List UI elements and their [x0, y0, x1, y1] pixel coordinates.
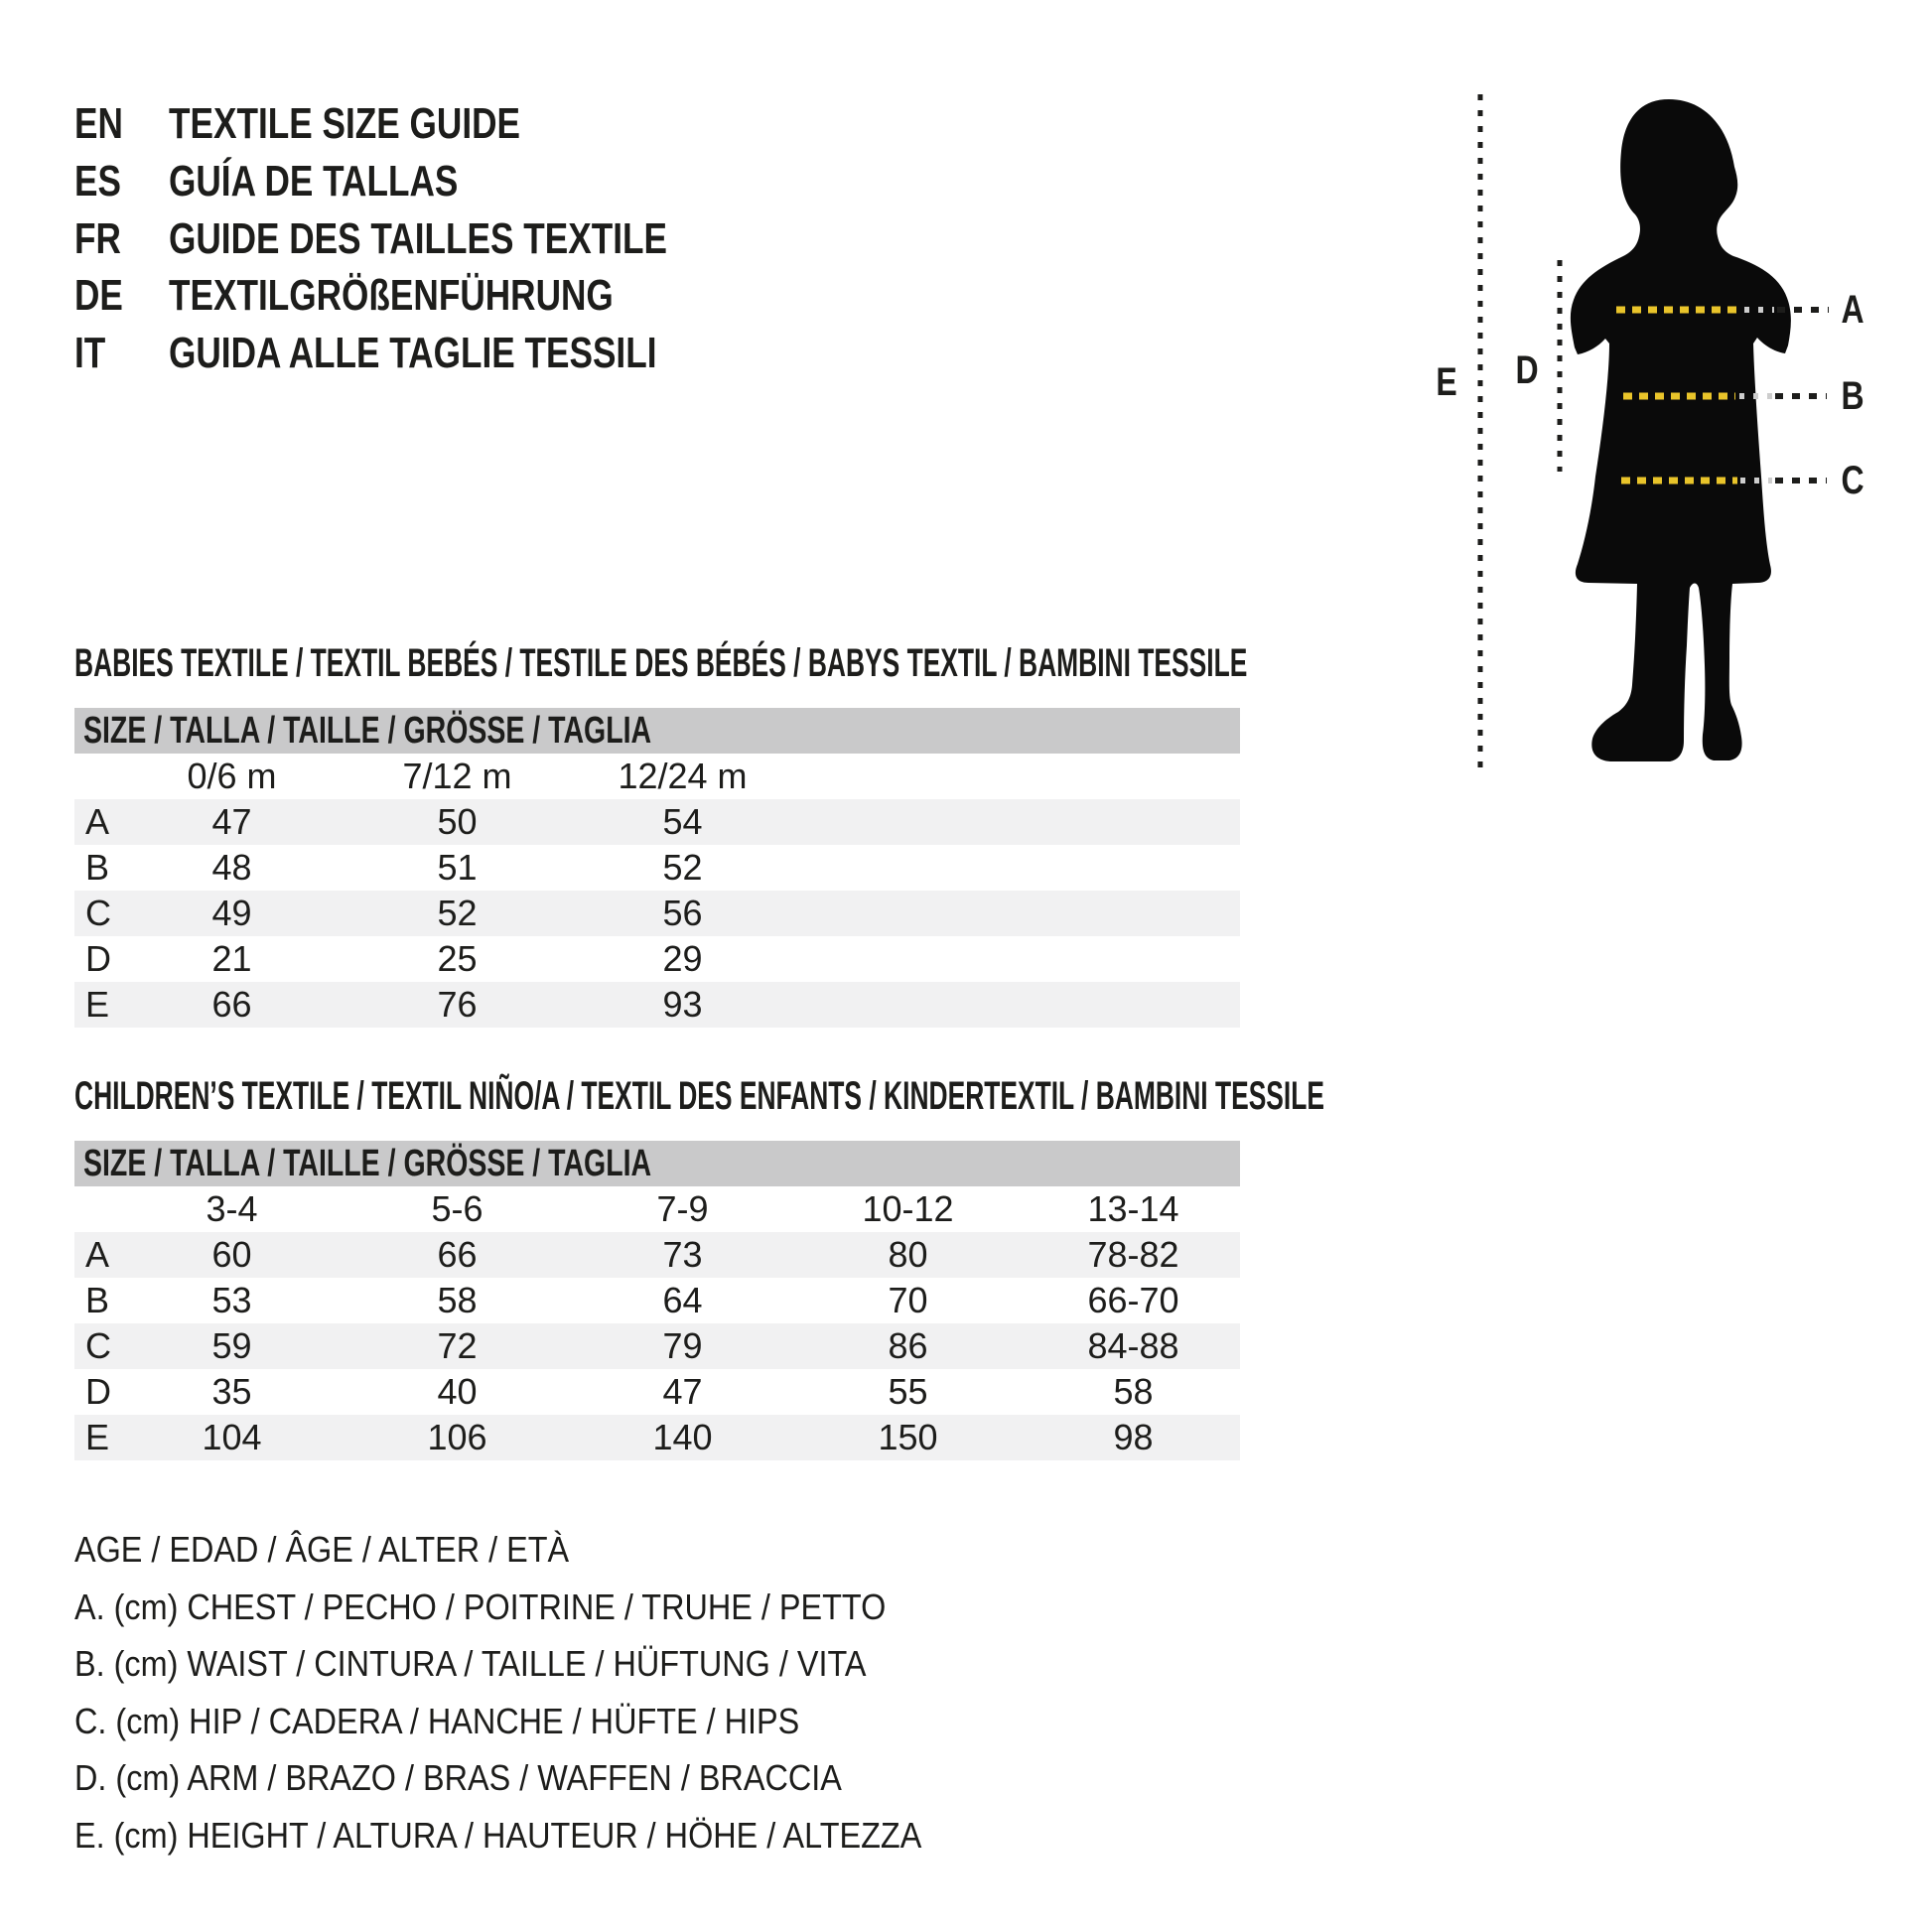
- size-value: 58: [437, 1280, 478, 1320]
- guide-title-es: [169, 158, 530, 206]
- children-size-header-bar: [74, 1141, 1240, 1186]
- language-code-text: FR: [74, 213, 121, 263]
- size-value: 104: [202, 1417, 262, 1457]
- column-header: 7-9: [656, 1188, 709, 1229]
- legend-item-text: E. (cm) HEIGHT / ALTURA / HAUTEUR / HÖHE / ALTEZZA: [74, 1815, 922, 1856]
- legend-item-a: [74, 1587, 976, 1628]
- size-value: 150: [878, 1417, 938, 1457]
- size-value: 52: [437, 893, 478, 933]
- size-value: 93: [662, 984, 703, 1025]
- measurement-legend: [74, 1529, 1167, 1886]
- size-value: 66-70: [1087, 1280, 1179, 1320]
- row-label: B: [85, 847, 110, 888]
- size-value: 70: [888, 1280, 928, 1320]
- size-value: 54: [662, 801, 703, 842]
- figure-label-a: A: [1841, 288, 1864, 332]
- guide-title-fr: [169, 215, 791, 263]
- children-size-header-text: SIZE / TALLA / TAILLE / GRÖSSE / TAGLIA: [83, 1142, 652, 1184]
- table-row-c: [74, 1323, 1240, 1369]
- babies-size-header-bar: [74, 708, 1240, 754]
- legend-item-e: [74, 1815, 1016, 1857]
- guide-title-text: GUÍA DE TALLAS: [169, 156, 459, 206]
- language-code: [74, 272, 135, 320]
- size-value: 29: [662, 938, 703, 979]
- column-header: 3-4: [206, 1188, 258, 1229]
- size-value: 106: [427, 1417, 487, 1457]
- language-code: [74, 158, 133, 206]
- table-row-c: [74, 891, 1240, 936]
- size-value: 72: [437, 1325, 478, 1366]
- babies-size-header-text: SIZE / TALLA / TAILLE / GRÖSSE / TAGLIA: [83, 709, 652, 752]
- children-size-table: [74, 1141, 1240, 1460]
- size-value: 47: [662, 1371, 703, 1412]
- size-value: 84-88: [1087, 1325, 1179, 1366]
- babies-size-table: [74, 708, 1240, 1028]
- table-row-d: [74, 1369, 1240, 1415]
- size-value: 53: [211, 1280, 252, 1320]
- column-header: 0/6 m: [187, 756, 277, 796]
- language-code: [74, 330, 113, 377]
- children-rows: [74, 1232, 1240, 1460]
- legend-item-c: [74, 1701, 880, 1742]
- table-row-a: [74, 1232, 1240, 1278]
- children-section-title-text: CHILDREN’S TEXTILE / TEXTIL NIÑO/A / TEXTIL DES ENFANTS / KINDERTEXTIL / BAMBINI TESSILE: [74, 1074, 1324, 1118]
- table-row-e: [74, 982, 1240, 1028]
- guide-title-it: [169, 330, 778, 377]
- figure-label-d: D: [1515, 348, 1539, 392]
- row-label: A: [85, 801, 110, 842]
- size-value: 50: [437, 801, 478, 842]
- babies-rows: [74, 799, 1240, 1028]
- size-value: 76: [437, 984, 478, 1025]
- size-value: 25: [437, 938, 478, 979]
- row-label: D: [85, 1371, 111, 1412]
- guide-title-text: GUIDE DES TAILLES TEXTILE: [169, 213, 667, 263]
- legend-item-b: [74, 1643, 954, 1685]
- size-value: 49: [211, 893, 252, 933]
- legend-age-text: AGE / EDAD / ÂGE / ALTER / ETÀ: [74, 1529, 570, 1570]
- guide-title-text: TEXTILE SIZE GUIDE: [169, 99, 520, 148]
- size-value: 60: [211, 1234, 252, 1275]
- legend-item-text: A. (cm) CHEST / PECHO / POITRINE / TRUHE / PETTO: [74, 1586, 887, 1627]
- column-header: 12/24 m: [618, 756, 748, 796]
- babies-section-title: [74, 640, 1852, 686]
- size-value: 59: [211, 1325, 252, 1366]
- size-value: 47: [211, 801, 252, 842]
- size-value: 78-82: [1087, 1234, 1179, 1275]
- children-section-title: [74, 1073, 1932, 1119]
- babies-column-header-row: [74, 754, 1240, 799]
- table-row-b: [74, 845, 1240, 891]
- row-label: A: [85, 1234, 110, 1275]
- guide-title-text: GUIDA ALLE TAGLIE TESSILI: [169, 329, 657, 377]
- guide-title-en: [169, 100, 609, 148]
- language-code-text: ES: [74, 156, 121, 206]
- babies-section-title-text: BABIES TEXTILE / TEXTIL BEBÉS / TESTILE DES BÉBÉS / BABYS TEXTIL / BAMBINI TESSILE: [74, 641, 1248, 685]
- figure-label-c: C: [1841, 459, 1864, 502]
- size-value: 66: [211, 984, 252, 1025]
- column-header: 13-14: [1087, 1188, 1179, 1229]
- row-label: B: [85, 1280, 110, 1320]
- size-value: 51: [437, 847, 478, 888]
- child-silhouette-diagram: [1430, 79, 1932, 814]
- figure-label-b: B: [1841, 374, 1864, 418]
- size-value: 73: [662, 1234, 703, 1275]
- size-value: 66: [437, 1234, 478, 1275]
- size-value: 140: [652, 1417, 713, 1457]
- language-code: [74, 100, 135, 148]
- size-value: 79: [662, 1325, 703, 1366]
- figure-label-e: E: [1436, 360, 1457, 404]
- language-code-text: EN: [74, 99, 123, 148]
- language-title-block: [74, 100, 968, 398]
- legend-item-text: C. (cm) HIP / CADERA / HANCHE / HÜFTE / HIPS: [74, 1700, 800, 1741]
- size-value: 35: [211, 1371, 252, 1412]
- row-label: D: [85, 938, 111, 979]
- legend-item-text: D. (cm) ARM / BRAZO / BRAS / WAFFEN / BRACCIA: [74, 1757, 842, 1799]
- children-column-header-row: [74, 1186, 1240, 1232]
- language-code: [74, 215, 133, 263]
- language-code-text: IT: [74, 329, 106, 377]
- size-value: 98: [1113, 1417, 1154, 1457]
- legend-item-text: B. (cm) WAIST / CINTURA / TAILLE / HÜFTUNG / VITA: [74, 1643, 867, 1685]
- size-value: 58: [1113, 1371, 1154, 1412]
- guide-title-text: TEXTILGRÖßENFÜHRUNG: [169, 271, 614, 321]
- guide-title-de: [169, 272, 725, 320]
- table-row-d: [74, 936, 1240, 982]
- column-header: 5-6: [431, 1188, 483, 1229]
- row-label: E: [85, 1417, 110, 1457]
- size-value: 48: [211, 847, 252, 888]
- column-header: 10-12: [862, 1188, 954, 1229]
- table-row-a: [74, 799, 1240, 845]
- column-header: 7/12 m: [402, 756, 512, 796]
- size-value: 55: [888, 1371, 928, 1412]
- size-value: 21: [211, 938, 252, 979]
- row-label: E: [85, 984, 110, 1025]
- size-value: 56: [662, 893, 703, 933]
- size-value: 64: [662, 1280, 703, 1320]
- table-row-b: [74, 1278, 1240, 1323]
- table-row-e: [74, 1415, 1240, 1460]
- measurement-figure: [1430, 79, 1932, 814]
- row-label: C: [85, 893, 111, 933]
- size-value: 40: [437, 1371, 478, 1412]
- legend-item-d: [74, 1757, 927, 1799]
- language-code-text: DE: [74, 271, 123, 321]
- size-value: 52: [662, 847, 703, 888]
- row-label: C: [85, 1325, 111, 1366]
- size-value: 80: [888, 1234, 928, 1275]
- legend-age-line: [74, 1529, 623, 1571]
- size-value: 86: [888, 1325, 928, 1366]
